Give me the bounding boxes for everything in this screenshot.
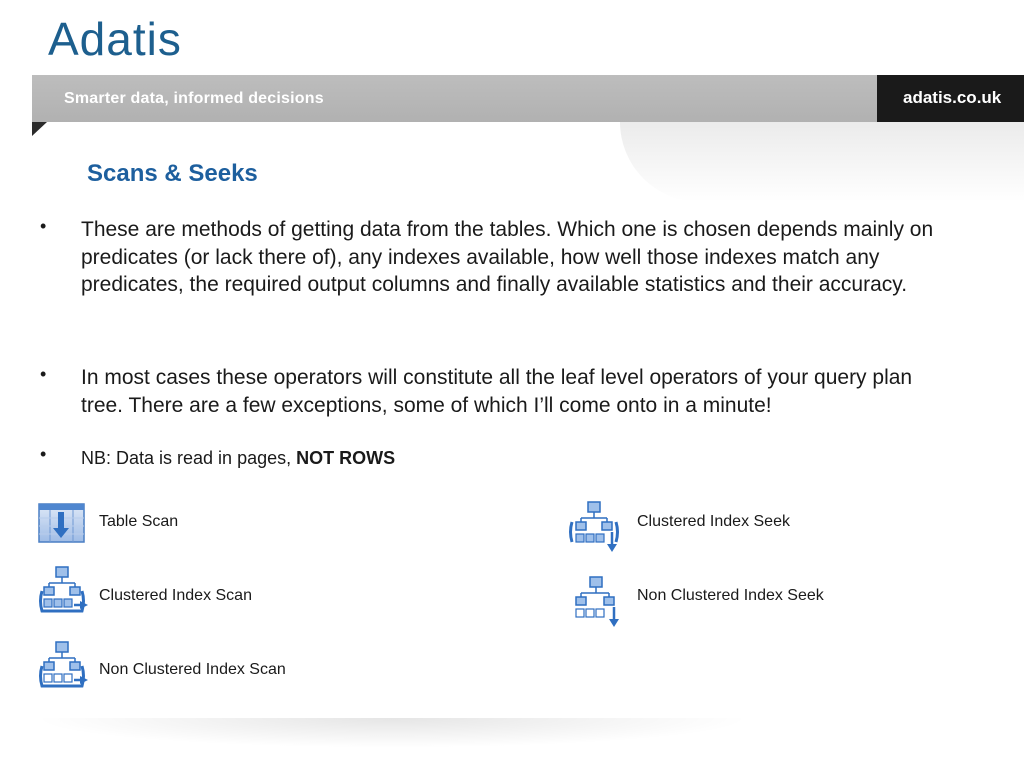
slide-title: Scans & Seeks bbox=[87, 160, 258, 187]
banner-tagline: Smarter data, informed decisions bbox=[64, 90, 324, 107]
clustered-index-scan-icon bbox=[38, 565, 90, 615]
bullet-text-emphasis: NOT ROWS bbox=[296, 448, 396, 468]
operator-label: Clustered Index Seek bbox=[637, 513, 790, 530]
operator-label: Non Clustered Index Seek bbox=[637, 587, 824, 604]
adatis-logo: Adatis bbox=[48, 13, 182, 65]
bullet-text: In most cases these operators will constitute all the leaf level operators of your query plan tree. There are a few exceptions, some of which I’ll come onto in a minute! bbox=[81, 366, 913, 417]
operator-label: Non Clustered Index Scan bbox=[99, 661, 286, 678]
nonclustered-index-seek-icon bbox=[570, 575, 622, 631]
bullet-text-prefix: NB: Data is read in pages, bbox=[81, 448, 297, 468]
bullet-text: These are methods of getting data from the tables. Which one is chosen depends mainly on predicates (or lack there of), any indexes available, how well those indexes match any predicates, the required output columns and finally available statistics and their accuracy. bbox=[81, 218, 934, 296]
banner-url[interactable]: adatis.co.uk bbox=[903, 88, 1002, 107]
clustered-index-seek-icon bbox=[568, 500, 620, 556]
bullet-marker: • bbox=[40, 444, 47, 464]
bottom-shadow bbox=[32, 718, 752, 748]
table-scan-icon bbox=[38, 502, 90, 552]
banner-shadow bbox=[620, 122, 1024, 202]
operator-label: Table Scan bbox=[99, 513, 179, 530]
banner-fold-decoration bbox=[32, 122, 47, 136]
nonclustered-index-scan-icon bbox=[38, 640, 90, 690]
bullet-text bbox=[81, 444, 951, 472]
operator-label: Clustered Index Scan bbox=[99, 587, 252, 604]
bullet-marker: • bbox=[40, 216, 47, 236]
bullet-marker: • bbox=[40, 364, 47, 384]
